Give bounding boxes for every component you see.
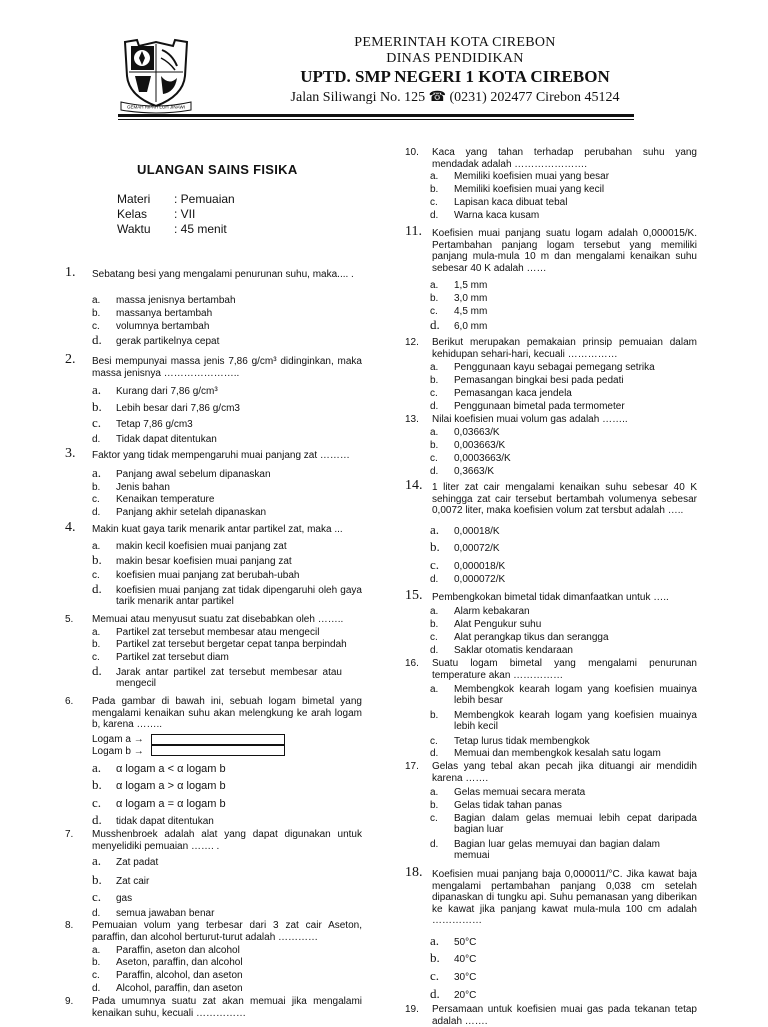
- cirebon-crest-logo: [117, 36, 195, 114]
- meta-row: Materi : Pemuaian: [117, 192, 235, 206]
- question-18: 18. Koefisien muai panjang baja 0,000011/°C. Jika kawat baja mengalami pertambahan panjang 0,038 cm setelah dipanaskan di tungku api. Suhu pemanasan yang diberikan ke kawat jika panjang kawat mula-mula 100 cm adalah ……………: [405, 865, 697, 926]
- question-11: 11. Koefisien muai panjang suatu logam adalah 0,000015/K. Pertambahan panjang logam tersebut yang memiliki panjang mula-mula 10 m dan mengalami kenaikan suhu sebesar 40 K adalah ……: [405, 224, 697, 274]
- question-8: 8. Pemuaian volum yang terbesar dari 3 zat cair Aseton, paraffin, dan alcohol berturut-turut adalah …………: [65, 920, 362, 943]
- meta-row: Waktu : 45 menit: [117, 222, 227, 236]
- header-line-department: DINAS PENDIDIKAN: [386, 51, 524, 66]
- question-17: 17. Gelas yang tebal akan pecah jika dituangi air mendidih karena …….: [405, 761, 697, 784]
- bimetal-strip-b: [151, 745, 285, 756]
- header-rule-thick: [118, 114, 634, 117]
- question-3: 3. Faktor yang tidak mempengaruhi muai panjang zat ………: [65, 446, 350, 461]
- exam-page: GEMAH RIPAH LOH JINAWI PEMERINTAH KOTA CIREBON DINAS PENDIDIKAN UPTD. SMP NEGERI 1 KOTA CIREBON Jalan Siliwangi No. 125 ☎ (0231) 202477 Cirebon 45124 ULANGAN SAINS FISIKA Materi : Pemuaian Kelas : VII Waktu : 45 menit 1. Sebatang besi yang mengalami penurunan suhu, maka.... . a. massa jenisnya bertambah b. massanya bertambah c. volumnya bertambah d. gerak partikelnya cepat 2. Besi mempunyai massa jenis 7,86 g/cm³ didinginkan, maka massa jenisnya ………………….. a. Kurang dari 7,86 g/cm³ b. Lebih besar dari 7,86 g/cm3 c. Tetap 7,86 g/cm3 d. Tidak dapat ditentukan 3. Faktor yang tidak mempengaruhi muai panjang zat ……… a. Panjang awal sebelum dipanaskan b. Jenis bahan c. Kenaikan temperature d. Panjang akhir setelah dipanaskan 4. Makin kuat gaya tarik menarik antar partikel zat, maka ... a. makin kecil koefisien muai panjang zat b. makin besar koefisien muai panjang zat c. koefisien muai panjang zat berubah-ubah d. koefisien muai panjang zat tidak dipengaruhi oleh gaya tarik menarik antar partikel 5. Memuai atau menyusut suatu zat disebabkan oleh …….. a. Partikel zat tersebut membesar atau mengecil b. Partikel zat tersebut bergetar cepat tanpa berpindah c. Partikel zat tersebut diam d. Jarak antar partikel zat tersebut membesar atau mengecil 6. Pada gambar di bawah ini, sebuah logam bimetal yang mengalami kenaikan suhu akan melengkung ke arah logam b, karena …….. Logam a → Logam b → a. α logam a < α logam b b. α logam a > α logam b c. α logam a = α logam b d. tidak dapat ditentukan 7. Musshenbroek adalah alat yang dapat digunakan untuk menyelidiki pemuaian ……. . a. Zat padat b. Zat cair c. gas d. semua jawaban benar 8. Pemuaian volum yang terbesar dari 3 zat cair Aseton, paraffin, dan alcohol berturut-turut adalah ………… a. Paraffin, aseton dan alcohol b. Aseton, paraffin, dan alcohol c. Paraffin, alcohol, dan aseton d. Alcohol, paraffin, dan aseton 9. Pada umumnya suatu zat akan memuai jika mengalami kenaikan suhu, kecuali …………… 10. Kaca yang tahan terhadap perubahan suhu yang mendadak adalah …………………. a. Memiliki koefisien muai yang besar b. Memiliki koefisien muai yang kecil c. Lapisan kaca dibuat tebal d. Warna kaca kusam 11. Koefisien muai panjang suatu logam adalah 0,000015/K. Pertambahan panjang logam tersebut yang memiliki panjang mula-mula 10 m dan mengalami kenaikan suhu sebesar 40 K adalah …… a. 1,5 mm b. 3,0 mm c. 4,5 mm d. 6,0 mm 12. Berikut merupakan pemakaian prinsip pemuaian dalam kehidupan sehari-hari, kecuali …………… a. Penggunaan kayu sebagai pemegang setrika b. Pemasangan bingkai besi pada pedati c. Pemasangan kaca jendela d. Penggunaan bimetal pada termometer 13. Nilai koefisien muai volum gas adalah …….. a. 0,03663/K b. 0,003663/K c. 0,0003663/K d. 0,3663/K 14. 1 liter zat cair mengalami kenaikan suhu sebesar 40 K sehingga zat cair tersebut bertambah volumenya sebesar 0,0072 liter, maka koefisien volum zat tersbut adalah ….. a. 0,00018/K b. 0,00072/K c. 0,000018/K d. 0,000072/K 15. Pembengkokan bimetal tidak dimanfaatkan untuk ….. a. Alarm kebakaran b. Alat Pengukur suhu c. Alat perangkap tikus dan serangga d. Saklar otomatis kendaraan 16. Suatu logam bimetal yang mengalami penurunan temperature akan …………… a. Membengkok kearah logam yang koefisien muainya lebih besar b. Membengkok kearah logam yang koefisien muainya lebih kecil c. Tetap lurus tidak membengkok d. Memuai dan membengkok kesalah satu logam 17. Gelas yang tebal akan pecah jika dituangi air mendidih karena ……. a. Gelas memuai secara merata b. Gelas tidak tahan panas c. Bagian dalam gelas memuai lebih cepat daripada bagian luar d. Bagian luar gelas memuyai dan bagian dalam memuai 18. Koefisien muai panjang baja 0,000011/°C. Jika kawat baja mengalami pertambahan panjang 0,038 cm setelah dipanaskan di tungku api. Suhu pemanasan yang diberikan ke kawat jika panjang kawat mula-mula 100 cm adalah …………… a. 50°C b. 40°C c. 30°C d. 20°C 19. Persamaan untuk koefisien muai gas pada tekanan tetap adalah …….: [65, 35, 697, 1027]
- bimetal-label-a: Logam a →: [92, 734, 144, 745]
- question-4: 4. Makin kuat gaya tarik menarik antar partikel zat, maka ...: [65, 520, 343, 535]
- exam-title: ULANGAN SAINS FISIKA: [137, 162, 298, 177]
- question-13: 13. Nilai koefisien muai volum gas adalah ……..: [405, 414, 628, 425]
- question-7: 7. Musshenbroek adalah alat yang dapat digunakan untuk menyelidiki pemuaian ……. .: [65, 829, 362, 852]
- option: d. koefisien muai panjang zat tidak dipengaruhi oleh gaya tarik menarik antar partikel: [92, 581, 362, 607]
- header-line-school: UPTD. SMP NEGERI 1 KOTA CIREBON: [300, 67, 610, 86]
- bimetal-label-b: Logam b →: [92, 746, 144, 757]
- header-line-government: PEMERINTAH KOTA CIREBON: [354, 35, 556, 50]
- option: d. Bagian luar gelas memuyai dan bagian dalam memuai: [430, 839, 660, 861]
- header-line-address: Jalan Siliwangi No. 125 ☎ (0231) 202477 Cirebon 45124: [290, 90, 620, 105]
- option: c. Bagian dalam gelas memuai lebih cepat daripada bagian luar: [430, 813, 697, 835]
- question-12: 12. Berikut merupakan pemakaian prinsip pemuaian dalam kehidupan sehari-hari, kecuali ……………: [405, 337, 697, 360]
- question-5: 5. Memuai atau menyusut suatu zat disebabkan oleh ……..: [65, 614, 344, 625]
- option: b. Membengkok kearah logam yang koefisien muainya lebih kecil: [430, 710, 697, 732]
- question-19: 19. Persamaan untuk koefisien muai gas pada tekanan tetap adalah …….: [405, 1004, 697, 1027]
- question-10: 10. Kaca yang tahan terhadap perubahan suhu yang mendadak adalah ………………….: [405, 147, 697, 170]
- logo-ribbon-text: GEMAH RIPAH LOH JINAWI: [126, 104, 186, 110]
- question-15: 15. Pembengkokan bimetal tidak dimanfaatkan untuk …..: [405, 588, 669, 603]
- question-16: 16. Suatu logam bimetal yang mengalami penurunan temperature akan ……………: [405, 658, 697, 681]
- question-14: 14. 1 liter zat cair mengalami kenaikan suhu sebesar 40 K sehingga zat cair tersebut bertambah volumenya sebesar 0,0072 liter, maka koefisien volum zat tersbut adalah …..: [405, 478, 697, 516]
- question-2: 2. Besi mempunyai massa jenis 7,86 g/cm³ didinginkan, maka massa jenisnya …………………..: [65, 352, 362, 379]
- question-9: 9. Pada umumnya suatu zat akan memuai jika mengalami kenaikan suhu, kecuali ……………: [65, 996, 362, 1019]
- option: a. Membengkok kearah logam yang koefisien muainya lebih besar: [430, 684, 697, 706]
- question-1: 1. Sebatang besi yang mengalami penurunan suhu, maka.... .: [65, 265, 354, 280]
- meta-row: Kelas : VII: [117, 207, 196, 221]
- header-rule-thin: [118, 119, 634, 120]
- question-6: 6. Pada gambar di bawah ini, sebuah logam bimetal yang mengalami kenaikan suhu akan melengkung ke arah logam b, karena ……..: [65, 696, 362, 730]
- option: d. Jarak antar partikel zat tersebut membesar atau mengecil: [92, 663, 342, 689]
- bimetal-strip-a: [151, 734, 285, 745]
